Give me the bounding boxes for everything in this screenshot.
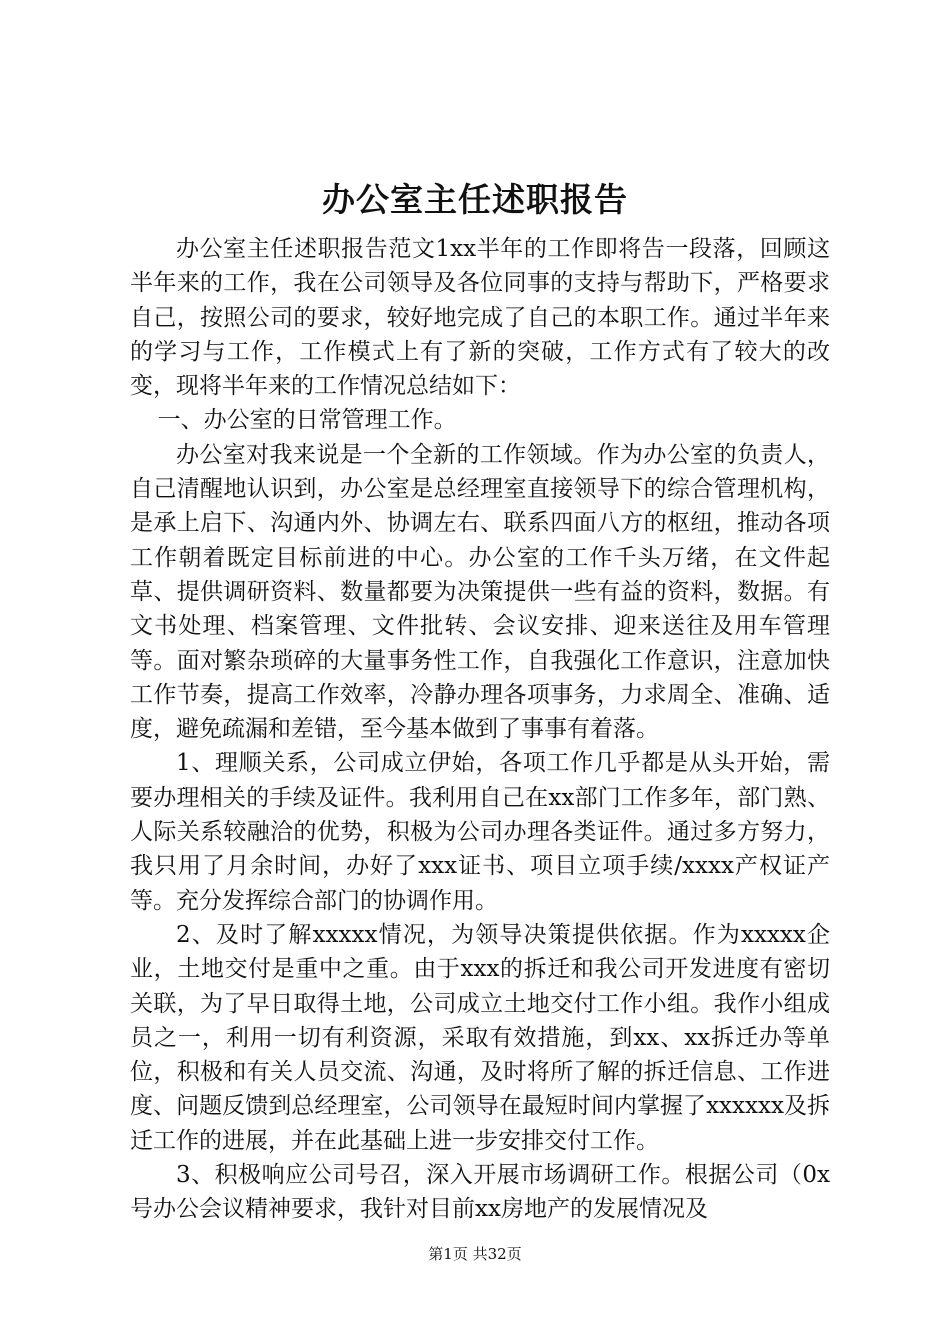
body-paragraph: 办公室对我来说是一个全新的工作领域。作为办公室的负责人，自己清醒地认识到，办公室是总经理室直接领导下的综合管理机构，是承上启下、沟通内外、协调左右、联系四面八方的枢纽，推动各项工作朝着既定目标前进的中心。办公室的工作千头万绪，在文件起草、提供调研资料、数量都要为决策提供一些有益的资料，数据。有文书处理、档案管理、文件批转、会议安排、迎来送往及用车管理等。面对繁杂琐碎的大量事务性工作，自我强化工作意识，注意加快工作节奏，提高工作效率，冷静办理各项事务，力求周全、准确、适度，避免疏漏和差错，至今基本做到了事事有着落。 [130, 441, 830, 743]
intro-paragraph: 办公室主任述职报告范文1xx半年的工作即将告一段落，回顾这半年来的工作，我在公司领导及各位同事的支持与帮助下，严格要求自己，按照公司的要求，较好地完成了自己的本职工作。通过半年来的学习与工作，工作模式上有了新的突破，工作方式有了较大的改变，现将半年来的工作情况总结如下： [130, 236, 830, 400]
page-footer: 第1页 共32页 [428, 1245, 522, 1263]
section-heading: 一、办公室的日常管理工作。 [157, 407, 457, 434]
document-title: 办公室主任述职报告 [322, 180, 628, 219]
document-body [130, 232, 830, 1227]
list-item-paragraph: 2、及时了解xxxxx情况，为领导决策提供依据。作为xxxxx企业，土地交付是重中之重。由于xxx的拆迁和我公司开发进度有密切关联，为了早日取得土地，公司成立土地交付工作小组。我作小组成员之一，利用一切有利资源，采取有效措施，到xx、xx拆迁办等单位，积极和有关人员交流、沟通，及时将所了解的拆迁信息、工作进度、问题反馈到总经理室，公司领导在最短时间内掌握了xxxxxx及拆迁工作的进展，并在此基础上进一步安排交付工作。 [130, 921, 830, 1154]
list-item-paragraph: 3、积极响应公司号召，深入开展市场调研工作。根据公司（0x号办公会议精神要求，我针对目前xx房地产的发展情况及 [130, 1162, 830, 1223]
list-item-paragraph: 1、理顺关系，公司成立伊始，各项工作几乎都是从头开始，需要办理相关的手续及证件。我利用自己在xx部门工作多年，部门熟、人际关系较融洽的优势，积极为公司办理各类证件。通过多方努力，我只用了月余时间，办好了xxx证书、项目立项手续/xxxx产权证产等。充分发挥综合部门的协调作用。 [130, 750, 830, 914]
